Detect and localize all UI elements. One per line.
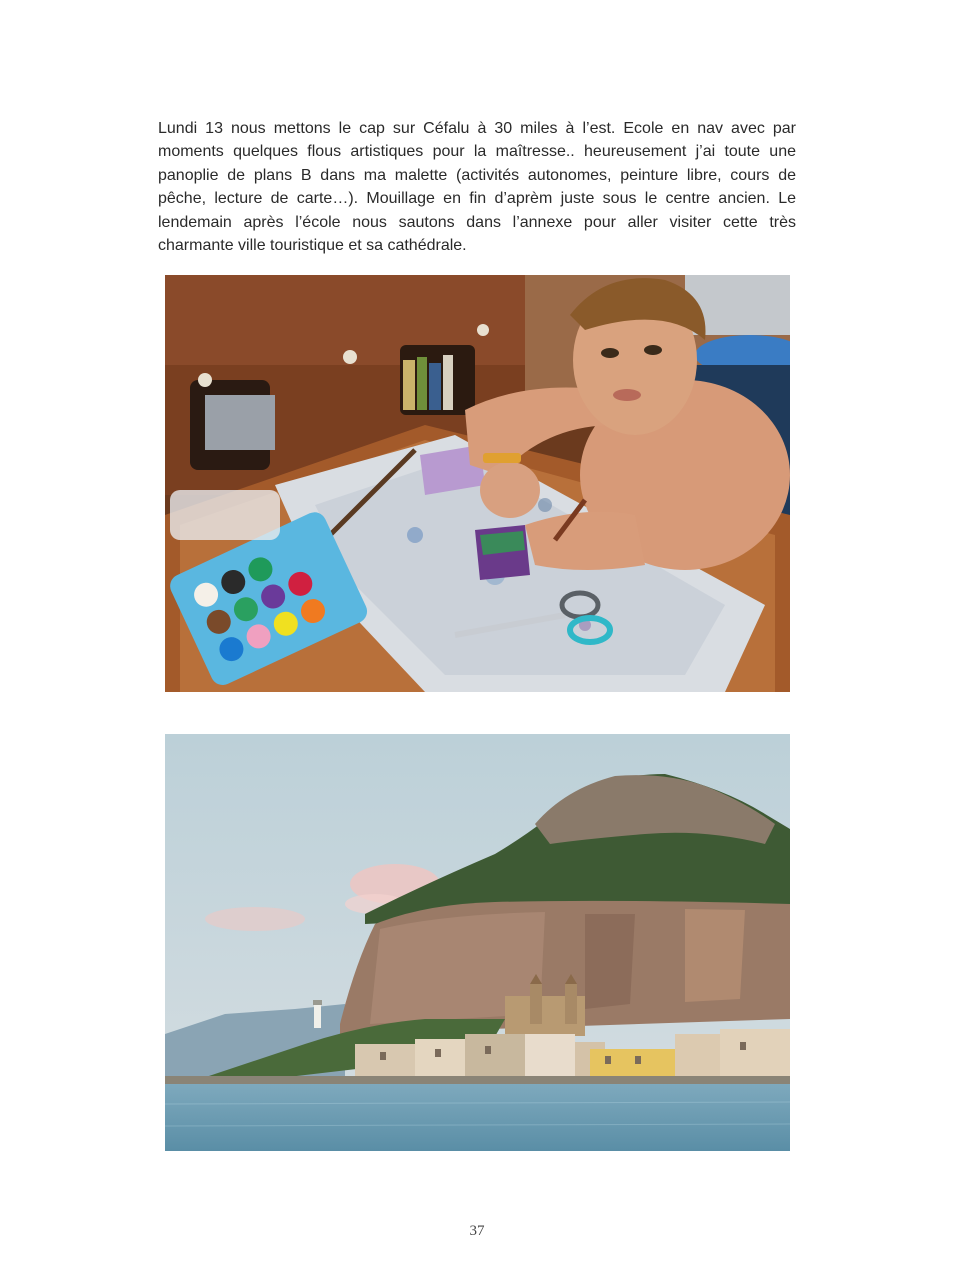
photo-boy-painting [165, 275, 790, 692]
page-number: 37 [469, 1223, 485, 1239]
photo-cefalu-town [165, 734, 790, 1151]
body-paragraph: Lundi 13 nous mettons le cap sur Céfalu à 30 miles à l’est. Ecole en nav avec par moments quelques flous artistiques pour la maîtresse.. heureusement j’ai toute une panoplie de plans B dans ma malette (activités autonomes, peinture libre, cours de pêche, lecture de carte…). Mouillage en fin d’aprèm juste sous le centre ancien. Le lendemain après l’école nous sautons dans l’annexe pour aller visiter cette très charmante ville touristique et sa cathédrale. [158, 120, 796, 255]
